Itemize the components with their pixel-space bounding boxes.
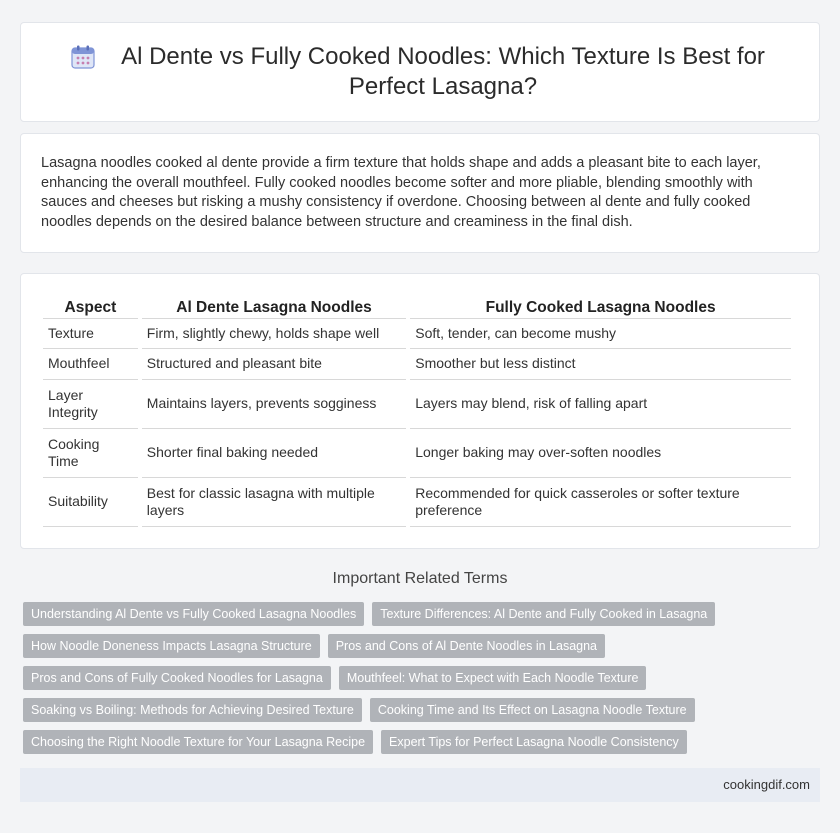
related-tag[interactable]: Cooking Time and Its Effect on Lasagna Noodle Texture bbox=[370, 698, 695, 722]
related-tag[interactable]: Expert Tips for Perfect Lasagna Noodle Consistency bbox=[381, 730, 687, 754]
table-header-row bbox=[43, 294, 791, 319]
table-cell: Smoother but less distinct bbox=[410, 349, 791, 380]
tag-row bbox=[23, 666, 743, 690]
related-tag[interactable]: Soaking vs Boiling: Methods for Achieving Desired Texture bbox=[23, 698, 362, 722]
related-tag[interactable]: How Noodle Doneness Impacts Lasagna Structure bbox=[23, 634, 320, 658]
header-aspect: Aspect bbox=[43, 294, 138, 319]
title-wrap bbox=[70, 42, 770, 102]
page-title: Al Dente vs Fully Cooked Noodles: Which Texture Is Best for Perfect Lasagna? bbox=[121, 43, 765, 100]
tag-row bbox=[23, 730, 743, 754]
table-cell: Texture bbox=[43, 319, 138, 349]
header-card bbox=[20, 22, 820, 122]
related-tag[interactable]: Pros and Cons of Fully Cooked Noodles for Lasagna bbox=[23, 666, 331, 690]
table-cell: Maintains layers, prevents sogginess bbox=[142, 380, 406, 429]
table-row bbox=[43, 349, 791, 380]
footer-site-link[interactable]: cookingdif.com bbox=[723, 777, 810, 792]
comparison-table bbox=[39, 294, 795, 527]
related-tag[interactable]: Texture Differences: Al Dente and Fully Cooked in Lasagna bbox=[372, 602, 715, 626]
table-cell: Soft, tender, can become mushy bbox=[410, 319, 791, 349]
table-row bbox=[43, 319, 791, 349]
table-cell: Layer Integrity bbox=[43, 380, 138, 429]
header-al-dente: Al Dente Lasagna Noodles bbox=[142, 294, 406, 319]
table-row bbox=[43, 380, 791, 429]
tag-row bbox=[23, 698, 743, 722]
related-terms-tags bbox=[23, 602, 743, 762]
table-cell: Shorter final baking needed bbox=[142, 429, 406, 478]
tag-row bbox=[23, 602, 743, 626]
table-cell: Recommended for quick casseroles or softer texture preference bbox=[410, 478, 791, 527]
table-row bbox=[43, 478, 791, 527]
table-cell: Mouthfeel bbox=[43, 349, 138, 380]
table-cell: Longer baking may over-soften noodles bbox=[410, 429, 791, 478]
comparison-table-card bbox=[20, 273, 820, 549]
table-cell: Suitability bbox=[43, 478, 138, 527]
table-cell: Firm, slightly chewy, holds shape well bbox=[142, 319, 406, 349]
intro-card bbox=[20, 133, 820, 253]
related-tag[interactable]: Choosing the Right Noodle Texture for Your Lasagna Recipe bbox=[23, 730, 373, 754]
table-cell: Best for classic lasagna with multiple layers bbox=[142, 478, 406, 527]
table-cell: Cooking Time bbox=[43, 429, 138, 478]
related-terms-title: Important Related Terms bbox=[332, 570, 508, 587]
intro-text: Lasagna noodles cooked al dente provide a firm texture that holds shape and adds a pleasant bite to each layer, enhancing the overall mouthfeel. Fully cooked noodles become softer and more pliable, blending smoothly with sauces and cheeses but risking a mushy consistency if overdone. Choosing between al dente and fully cooked noodles depends on the desired balance between structure and creaminess in the final dish. bbox=[41, 155, 761, 230]
calendar-icon bbox=[70, 44, 96, 70]
table-row bbox=[43, 429, 791, 478]
header-fully-cooked: Fully Cooked Lasagna Noodles bbox=[410, 294, 791, 319]
footer bbox=[20, 768, 820, 802]
related-tag[interactable]: Understanding Al Dente vs Fully Cooked Lasagna Noodles bbox=[23, 602, 364, 626]
related-tag[interactable]: Pros and Cons of Al Dente Noodles in Lasagna bbox=[328, 634, 605, 658]
table-cell: Layers may blend, risk of falling apart bbox=[410, 380, 791, 429]
related-tag[interactable]: Mouthfeel: What to Expect with Each Noodle Texture bbox=[339, 666, 647, 690]
table-cell: Structured and pleasant bite bbox=[142, 349, 406, 380]
tag-row bbox=[23, 634, 743, 658]
